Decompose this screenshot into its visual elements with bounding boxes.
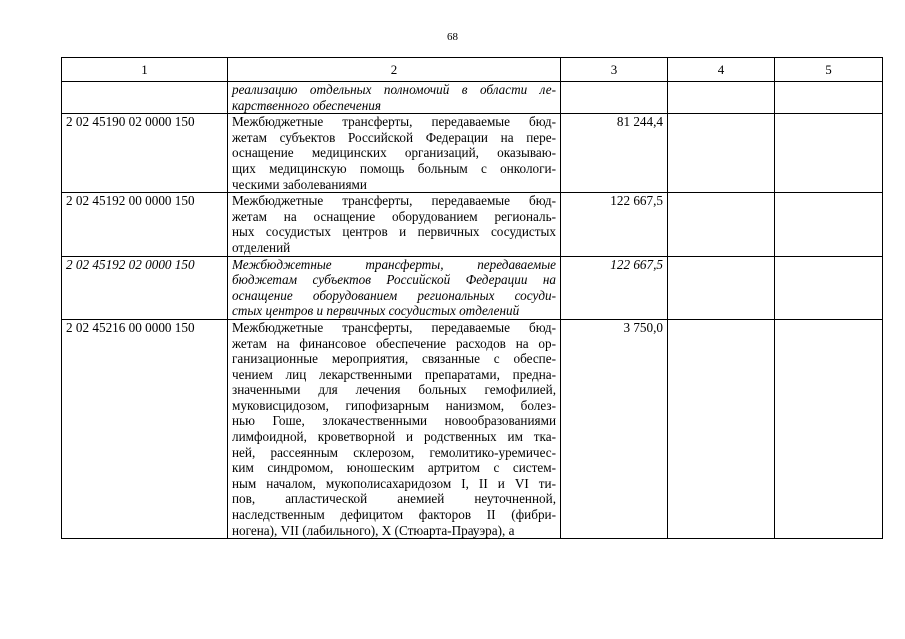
description-line: ческими заболеваниями	[232, 176, 367, 192]
description-line: Межбюджетные трансферты, передаваемые бюд-	[232, 193, 556, 209]
column-5-cell	[775, 319, 883, 538]
description-line: ней, рассеянным склерозом, гемолитико-уремичес-	[232, 444, 556, 460]
column-4-cell	[668, 319, 775, 538]
description-line: жетам на финансовое обеспечение расходов на ор-	[232, 335, 556, 351]
description-line: значенными для лечения больных гемофилией,	[232, 382, 556, 398]
description-cell	[228, 193, 561, 256]
description-line: стых центров и первичных сосудистых отделений	[232, 303, 520, 319]
table-row	[62, 193, 883, 256]
description-line: нью Гоше, злокачественными новообразованиями	[232, 413, 556, 429]
description-line: Межбюджетные трансферты, передаваемые	[232, 256, 556, 272]
description-line: отделений	[232, 239, 291, 255]
page-number: 68	[447, 31, 458, 43]
description-line: пов, апластической анемией неуточненной,	[232, 491, 556, 507]
table-row	[62, 114, 883, 193]
description-line: жетам субъектов Российской Федерации на пере-	[232, 129, 556, 145]
description-line: ногена), VII (лабильного), X (Стюарта-Прауэра), а	[232, 522, 515, 538]
amount-cell: 3 750,0	[561, 319, 668, 538]
column-4-cell	[668, 256, 775, 319]
description-cell	[228, 114, 561, 193]
description-line: чением лиц лекарственными препаратами, предна-	[232, 366, 556, 382]
description-line: ным началом, мукополисахаридозом I, II и VI ти-	[232, 475, 556, 491]
description-line: жетам на оснащение оборудованием региональ-	[232, 208, 556, 224]
description-line: бюджетам субъектов Российской Федерации на	[232, 272, 556, 288]
column-5-cell	[775, 114, 883, 193]
table-body	[62, 82, 883, 539]
column-5-cell	[775, 82, 883, 114]
description-line: муковисцидозом, гипофизарным нанизмом, болез-	[232, 397, 556, 413]
description-line: ных сосудистых центров и первичных сосудистых	[232, 224, 556, 240]
table-header-row	[62, 58, 883, 82]
description-line: реализацию отдельных полномочий в области ле-	[232, 82, 556, 97]
description-cell	[228, 82, 561, 114]
column-header: 3	[561, 58, 668, 82]
column-header: 4	[668, 58, 775, 82]
description-line: оснащение медицинских организаций, оказываю-	[232, 145, 556, 161]
table-row	[62, 256, 883, 319]
description-line: карственного обеспечения	[232, 97, 381, 113]
table-row	[62, 319, 883, 538]
column-5-cell	[775, 193, 883, 256]
column-4-cell	[668, 193, 775, 256]
description-cell	[228, 256, 561, 319]
column-4-cell	[668, 114, 775, 193]
column-header: 1	[62, 58, 228, 82]
column-header: 5	[775, 58, 883, 82]
amount-cell	[561, 82, 668, 114]
amount-cell: 122 667,5	[561, 193, 668, 256]
description-line: ким синдромом, юношеским артритом с систем-	[232, 460, 556, 476]
budget-table	[61, 57, 883, 539]
description-line: оснащение оборудованием региональных сосуди-	[232, 287, 556, 303]
column-5-cell	[775, 256, 883, 319]
description-line: Межбюджетные трансферты, передаваемые бюд-	[232, 114, 556, 130]
description-line: наследственным дефицитом факторов II (фибри-	[232, 507, 556, 523]
budget-code-cell: 2 02 45190 02 0000 150	[62, 114, 228, 193]
budget-code-cell: 2 02 45216 00 0000 150	[62, 319, 228, 538]
budget-code-cell: 2 02 45192 00 0000 150	[62, 193, 228, 256]
description-line: лимфоидной, кроветворной и родственных им тка-	[232, 429, 556, 445]
description-line: ганизационные мероприятия, связанные с обеспе-	[232, 351, 556, 367]
description-line: Межбюджетные трансферты, передаваемые бюд-	[232, 319, 556, 335]
amount-cell: 81 244,4	[561, 114, 668, 193]
budget-code-cell	[62, 82, 228, 114]
column-4-cell	[668, 82, 775, 114]
column-header: 2	[228, 58, 561, 82]
table-row	[62, 82, 883, 114]
budget-code-cell: 2 02 45192 02 0000 150	[62, 256, 228, 319]
description-cell	[228, 319, 561, 538]
amount-cell: 122 667,5	[561, 256, 668, 319]
description-line: щих медицинскую помощь больным с онкологи-	[232, 160, 556, 176]
